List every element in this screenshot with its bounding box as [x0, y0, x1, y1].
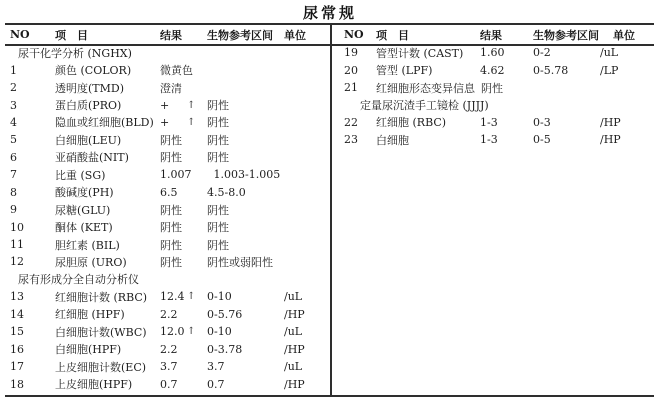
row-flag-up-icon: ↑	[187, 291, 196, 303]
row-ref: 0-2	[533, 46, 551, 60]
header-no: NO	[10, 28, 30, 41]
row-no: 12	[10, 255, 24, 269]
row-ref: 0-10	[207, 325, 232, 339]
row-unit: /uL	[284, 290, 303, 304]
table-row	[6, 218, 330, 235]
row-no: 9	[10, 203, 17, 217]
table-row	[6, 236, 330, 253]
row-no: 22	[344, 115, 358, 129]
row-ref: 4.5-8.0	[207, 185, 246, 199]
row-ref: 0-10	[207, 290, 232, 304]
header-item: 项 目	[376, 28, 409, 42]
table-row	[6, 358, 330, 375]
row-item: 红细胞 (HPF)	[55, 308, 125, 322]
row-item: 比重 (SG)	[55, 168, 106, 182]
row-no: 16	[10, 342, 24, 356]
row-unit: /uL	[284, 325, 303, 339]
row-item: 蛋白质(PRO)	[55, 99, 122, 113]
row-item: 尿胆原 (URO)	[55, 255, 127, 269]
table-row	[6, 288, 330, 305]
row-unit: /HP	[600, 115, 621, 129]
left-table-header-row	[6, 25, 330, 44]
row-result: 2.2	[160, 342, 178, 356]
row-ref: 0-5	[533, 133, 551, 147]
row-item: 酸碱度(PH)	[55, 186, 114, 200]
row-result: 阴性	[160, 255, 182, 269]
table-row	[6, 201, 330, 218]
row-no: 21	[344, 81, 358, 95]
row-ref: 3.7	[207, 360, 225, 374]
left-table-body	[6, 44, 330, 393]
header-no: NO	[344, 28, 364, 41]
table-row	[6, 149, 330, 166]
row-unit: /uL	[600, 46, 619, 60]
row-result: 阴性	[160, 221, 182, 235]
row-flag-up-icon: ↑	[187, 99, 196, 111]
row-no: 15	[10, 325, 24, 339]
row-no: 6	[10, 150, 17, 164]
report-title: 尿常规	[302, 4, 357, 22]
row-no: 14	[10, 307, 24, 321]
table-row	[6, 375, 330, 392]
row-result: 阴性	[160, 133, 182, 147]
header-item: 项 目	[55, 28, 88, 42]
row-unit: /HP	[284, 342, 305, 356]
row-no: 3	[10, 98, 17, 112]
row-no: 4	[10, 115, 17, 129]
row-no: 23	[344, 133, 358, 147]
table-row	[6, 61, 330, 78]
row-no: 8	[10, 185, 17, 199]
row-result: 阴性	[481, 81, 503, 95]
row-result: 4.62	[480, 63, 505, 77]
row-item: 红细胞 (RBC)	[376, 116, 447, 130]
row-no: 5	[10, 133, 17, 147]
section-row: 尿干化学分析 (NGHX)	[18, 46, 132, 60]
row-ref: 0-5.78	[533, 63, 569, 77]
row-no: 1	[10, 63, 17, 77]
row-result: 12.0	[160, 325, 185, 339]
table-row	[331, 131, 660, 148]
row-item: 白细胞计数(WBC)	[55, 325, 147, 339]
row-no: 2	[10, 81, 17, 95]
right-results-table	[331, 25, 660, 149]
row-ref: 0-5.76	[207, 307, 243, 321]
row-result: 6.5	[160, 185, 178, 199]
header-ref: 生物参考区间	[533, 28, 599, 42]
table-row	[331, 114, 660, 131]
row-ref: 阴性	[207, 238, 229, 252]
row-item: 胆红素 (BIL)	[55, 238, 120, 252]
row-no: 10	[10, 220, 24, 234]
row-result: 阴性	[160, 151, 182, 165]
table-row	[6, 131, 330, 148]
row-result: 3.7	[160, 360, 178, 374]
row-ref: 阴性	[207, 133, 229, 147]
row-unit: /HP	[600, 133, 621, 147]
right-table-body	[331, 44, 660, 149]
row-result: 1.60	[480, 46, 505, 60]
row-item: 红细胞形态变异信息	[376, 81, 475, 95]
table-row	[6, 340, 330, 357]
row-result: 澄清	[160, 81, 182, 95]
row-ref: 0-3.78	[207, 342, 243, 356]
row-item: 尿糖(GLU)	[55, 203, 111, 217]
row-ref: 1.003-1.005	[213, 168, 281, 182]
left-results-table	[6, 25, 330, 393]
row-ref: 0.7	[207, 377, 225, 391]
row-no: 13	[10, 290, 24, 304]
table-row	[6, 114, 330, 131]
table-row	[331, 44, 660, 61]
table-row	[6, 253, 330, 270]
table-row	[331, 61, 660, 78]
row-item: 白细胞(HPF)	[55, 343, 122, 357]
row-flag-up-icon: ↑	[187, 116, 196, 128]
row-result: 1-3	[480, 115, 498, 129]
row-result: 1.007	[160, 168, 192, 182]
header-result: 结果	[160, 28, 182, 42]
right-table-header-row	[331, 25, 660, 44]
header-unit: 单位	[284, 28, 306, 42]
header-unit: 单位	[613, 28, 635, 42]
row-result: 微黄色	[160, 64, 193, 78]
row-ref: 阴性	[207, 151, 229, 165]
header-ref: 生物参考区间	[207, 28, 273, 42]
row-item: 隐血或红细胞(BLD)	[55, 116, 154, 130]
row-item: 白细胞	[376, 133, 409, 147]
row-result: 12.4	[160, 290, 185, 304]
row-item: 上皮细胞计数(EC)	[55, 360, 147, 374]
row-unit: /LP	[600, 63, 619, 77]
row-unit: /uL	[284, 360, 303, 374]
section-row: 尿有形成分全自动分析仪	[18, 273, 139, 287]
table-row	[6, 79, 330, 96]
row-ref: 阴性或弱阳性	[207, 255, 273, 269]
table-row	[6, 184, 330, 201]
row-unit: /HP	[284, 307, 305, 321]
table-row	[6, 323, 330, 340]
row-result: 2.2	[160, 307, 178, 321]
row-no: 7	[10, 168, 17, 182]
row-item: 管型 (LPF)	[376, 64, 433, 78]
row-no: 17	[10, 360, 24, 374]
row-result: 阴性	[160, 238, 182, 252]
row-ref: 阴性	[207, 99, 229, 113]
table-row	[6, 96, 330, 113]
table-row	[6, 306, 330, 323]
row-ref: 阴性	[207, 116, 229, 130]
table-row	[6, 166, 330, 183]
row-item: 亚硝酸盐(NIT)	[55, 151, 129, 165]
row-flag-up-icon: ↑	[187, 326, 196, 338]
row-item: 白细胞(LEU)	[55, 133, 122, 147]
row-ref: 阴性	[207, 221, 229, 235]
section-row: 定量尿沉渣手工镜检 (JJJJ)	[360, 99, 489, 113]
row-ref: 0-3	[533, 115, 551, 129]
row-item: 管型计数 (CAST)	[376, 46, 464, 60]
row-result: 阴性	[160, 203, 182, 217]
row-result: 1-3	[480, 133, 498, 147]
row-no: 11	[10, 238, 24, 252]
header-result: 结果	[480, 28, 502, 42]
row-result: +	[160, 115, 170, 129]
row-ref: 阴性	[207, 203, 229, 217]
row-item: 酮体 (KET)	[55, 221, 113, 235]
row-no: 18	[10, 377, 24, 391]
row-no: 19	[344, 46, 358, 60]
table-row	[331, 79, 660, 96]
row-item: 上皮细胞(HPF)	[55, 378, 133, 392]
row-unit: /HP	[284, 377, 305, 391]
row-result: 0.7	[160, 377, 178, 391]
row-item: 透明度(TMD)	[55, 81, 125, 95]
row-item: 颜色 (COLOR)	[55, 64, 132, 78]
row-no: 20	[344, 63, 358, 77]
row-item: 红细胞计数 (RBC)	[55, 290, 148, 304]
row-result: +	[160, 98, 170, 112]
